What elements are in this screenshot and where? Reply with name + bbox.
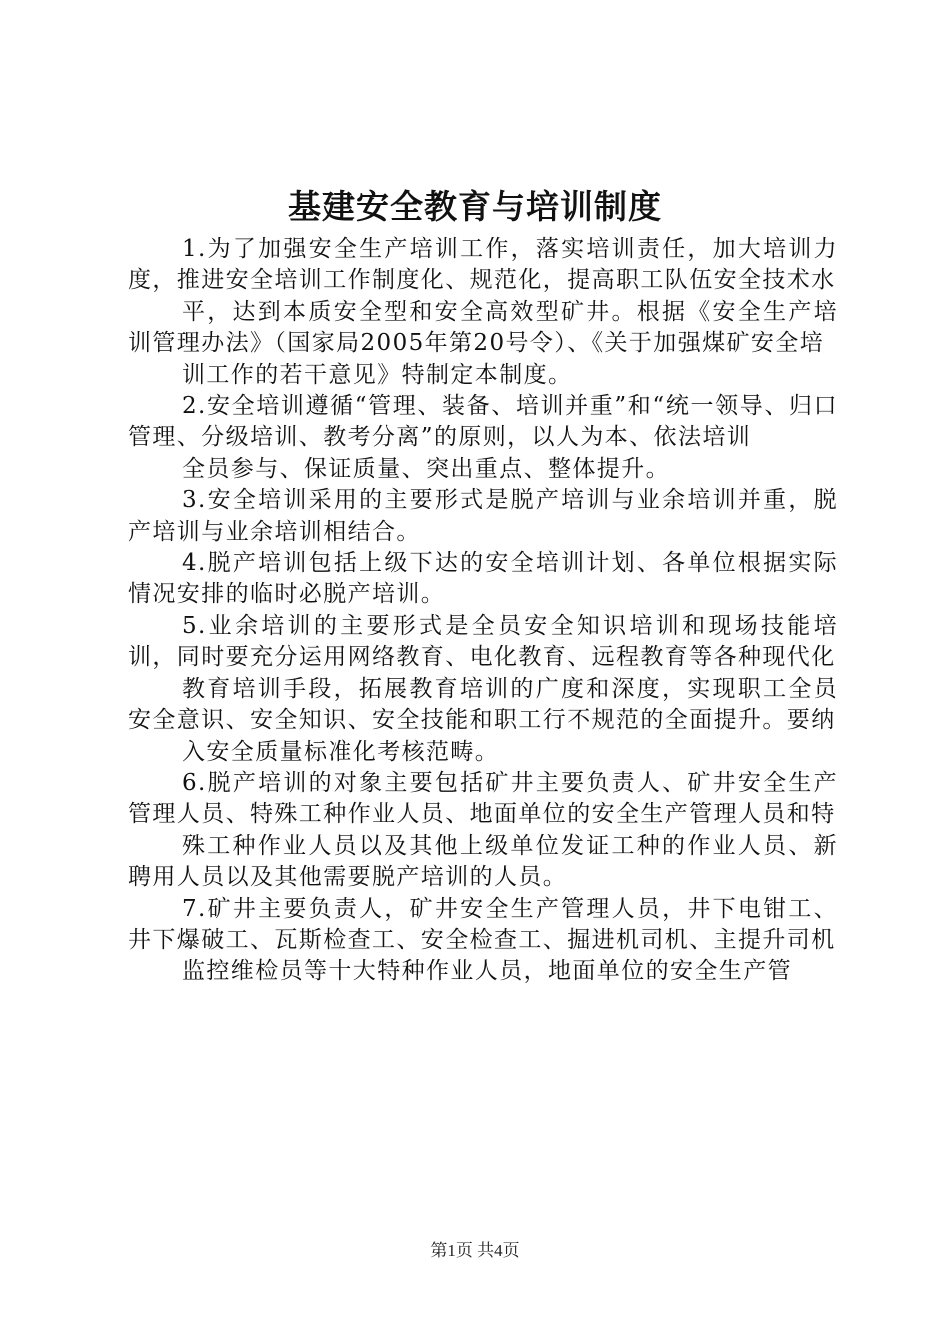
paragraph: 3.安全培训采用的主要形式是脱产培训与业余培训并重，脱产培训与业余培训相结合。 [128, 487, 838, 545]
paragraph: 5.业余培训的主要形式是全员安全知识培训和现场技能培训，同时要充分运用网络教育、电化教育、远程教育等各种现代化 [128, 612, 838, 671]
paragraph: 7.矿井主要负责人，矿井安全生产管理人员，井下电钳工、井下爆破工、瓦斯检查工、安全检查工、掘进机司机、主提升司机 [128, 895, 838, 953]
document-title: 基建安全教育与培训制度 [288, 187, 662, 226]
paragraph: 平，达到本质安全型和安全高效型矿井。根据《安全生产培训管理办法》（国家局2005年第20号令）、《关于加强煤矿安全培 [128, 298, 838, 357]
paragraph: 1.为了加强安全生产培训工作，落实培训责任，加大培训力度，推进安全培训工作制度化、规范化，提高职工队伍安全技术水 [128, 236, 838, 294]
paragraph: 教育培训手段，拓展教育培训的广度和深度，实现职工全员安全意识、安全知识、安全技能和职工行不规范的全面提升。要纳 [128, 675, 838, 734]
paragraph: 殊工种作业人员以及其他上级单位发证工种的作业人员、新聘用人员以及其他需要脱产培训的人员。 [128, 832, 838, 891]
paragraph: 全员参与、保证质量、突出重点、整体提升。 [182, 455, 670, 482]
paragraph: 训工作的若干意见》特制定本制度。 [182, 361, 573, 388]
page-number-footer: 第1页 共4页 [430, 1241, 520, 1260]
document-body [128, 234, 838, 988]
paragraph: 2.安全培训遵循“管理、装备、培训并重”和“统一领导、归口管理、分级培训、教考分离”的原则，以人为本、依法培训 [128, 393, 838, 451]
paragraph: 监控维检员等十大特种作业人员，地面单位的安全生产管 [182, 958, 792, 985]
paragraph: 6.脱产培训的对象主要包括矿井主要负责人、矿井安全生产管理人员、特殊工种作业人员、地面单位的安全生产管理人员和特 [128, 769, 838, 828]
paragraph: 入安全质量标准化考核范畴。 [182, 738, 500, 765]
paragraph: 4.脱产培训包括上级下达的安全培训计划、各单位根据实际情况安排的临时必脱产培训。 [128, 550, 838, 608]
